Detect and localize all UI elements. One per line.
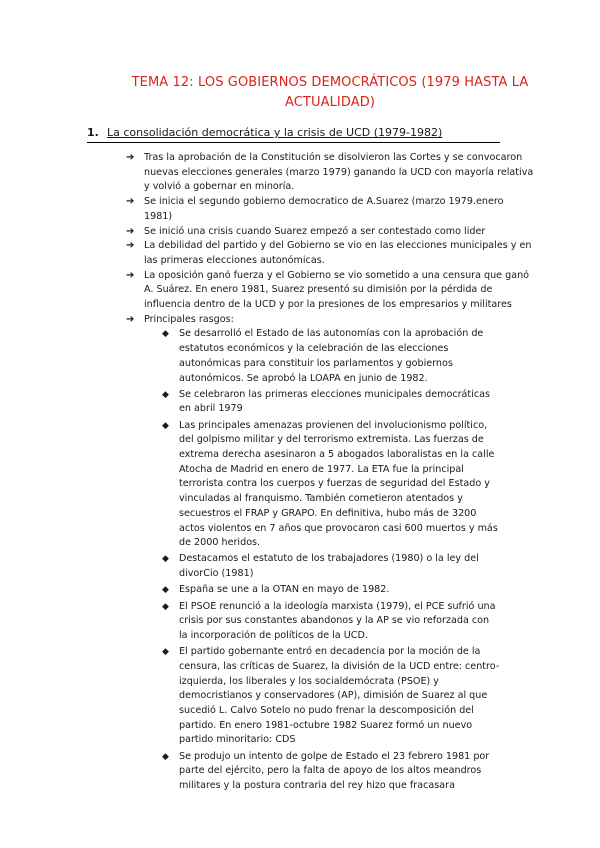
list-item [126,195,534,224]
diamond-bullet-icon: ◆ [162,585,169,596]
arrow-right-icon: ➔ [126,240,135,252]
sub-list-item [161,583,500,598]
list-item [126,313,534,794]
sub-list-item [161,645,500,748]
diamond-bullet-icon: ◆ [162,554,169,565]
diamond-bullet-icon: ◆ [162,647,169,658]
list-item [126,269,534,313]
list-item [126,239,534,268]
sub-list-item [161,388,500,417]
sub-list-item [161,600,500,644]
section-number: 1. [87,126,99,139]
list-item-text: Tras la aprobación de la Constitución se disolvieron las Cortes y se convocaron nuevas elecciones generales (marzo 1979) ganando la UCD con mayoría relativa y volvió a gobernar en minoría. [144,152,534,193]
list-item-text: La oposición ganó fuerza y el Gobierno se vio sometido a una censura que ganó A. Suárez. En enero 1981, Suarez presentó su dimisión por la pérdida de influencia dentro de la UCD y por la presiones de los empresarios y militares [144,269,530,311]
arrow-right-icon: ➔ [126,225,135,237]
arrow-right-icon: ➔ [126,269,135,281]
sub-list-item [161,552,500,581]
list-item [126,151,534,195]
title-line-1: TEMA 12: LOS GOBIERNOS DEMOCRÁTICOS (1979 HASTA LA [131,75,529,90]
sub-list-item [161,750,500,794]
sub-list-item-text: España se une a la OTAN en mayo de 1982. [179,584,390,596]
sub-list-item-text: Se celebraron las primeras elecciones municipales democráticas en abril 1979 [179,388,491,415]
diamond-bullet-icon: ◆ [162,601,169,612]
sub-list-item [161,419,500,551]
sub-list [144,327,500,793]
list-item-text: Principales rasgos: [144,313,234,325]
diamond-bullet-icon: ◆ [162,751,169,762]
list-item-text: Se inicia el segundo gobierno democratico de A.Suarez (marzo 1979.enero 1981) [144,196,504,222]
main-list [126,151,534,795]
list-item-text: Se inició una crisis cuando Suarez empezó a ser contestado como lider [144,225,486,237]
title-line-2: ACTUALIDAD) [284,95,376,110]
diamond-bullet-icon: ◆ [162,329,169,340]
sub-list-item-text: Se desarrolló el Estado de las autonomías con la aprobación de estatutos económicos y la celebración de las elecciones autonómicas para constituir los parlamentos y gobiernos autonómicos. Se aprobó la LOAPA en junio de 1982. [179,328,484,384]
diamond-bullet-icon: ◆ [162,389,169,400]
sub-list-item-text: Se produjo un intento de golpe de Estado el 23 febrero 1981 por parte del ejército, pero la falta de apoyo de los altos meandros militares y la postura contraria del rey hizo que fracasara [179,750,490,792]
sub-list-item [161,327,500,386]
arrow-right-icon: ➔ [126,152,135,163]
section-title: La consolidación democrática y la crisis de UCD (1979-1982) [107,126,443,139]
sub-list-item-text: Las principales amenazas provienen del involucionismo político, del golpismo militar y del terrorismo extremista. Las fuerzas de extrema derecha asesinaron a 5 abogados laboralistas en la calle Atocha de Madrid en enero de 1977. La ETA fue la principal terrorista contra los cuerpos y fuerzas de seguridad del Estado y vinculadas al franquismo. También cometieron atentados y secuestros el FRAP y GRAPO. En definitiva, hubo más de 3200 actos violentos en 7 años que provocaron casi 600 muertos y más de 2000 heridos. [179,419,498,549]
sub-list-item-text: El partido gobernante entró en decadencia por la moción de la censura, las críticas de Suarez, la división de la UCD entre: centro-izquierda, los liberales y los socialdemócrata (PSOE) y democristianos y conservadores (AP), dimisión de Suarez al que sucedió L. Calvo Sotelo no pudo frenar la descomposición del partido. En enero 1981-octubre 1982 Suarez formó un nuevo partido minoritario: CDS [179,646,500,746]
section-divider [87,142,500,143]
document-title [130,73,530,113]
arrow-right-icon: ➔ [126,196,135,208]
sub-list-item-text: El PSOE renunció a la ideología marxista (1979), el PCE sufrió una crisis por sus constantes abandonos y la AP se vio reforzada con la incorporación de políticos de la UCD. [179,600,496,641]
list-item-text: La debilidad del partido y del Gobierno se vio en las elecciones municipales y en las primeras elecciones autonómicas. [144,240,532,266]
arrow-right-icon: ➔ [126,313,135,325]
diamond-bullet-icon: ◆ [162,420,169,431]
sub-list-item-text: Destacamos el estatuto de los trabajadores (1980) o la ley del divorCio (1981) [179,553,479,580]
section-heading [87,125,442,140]
list-item [126,225,534,240]
